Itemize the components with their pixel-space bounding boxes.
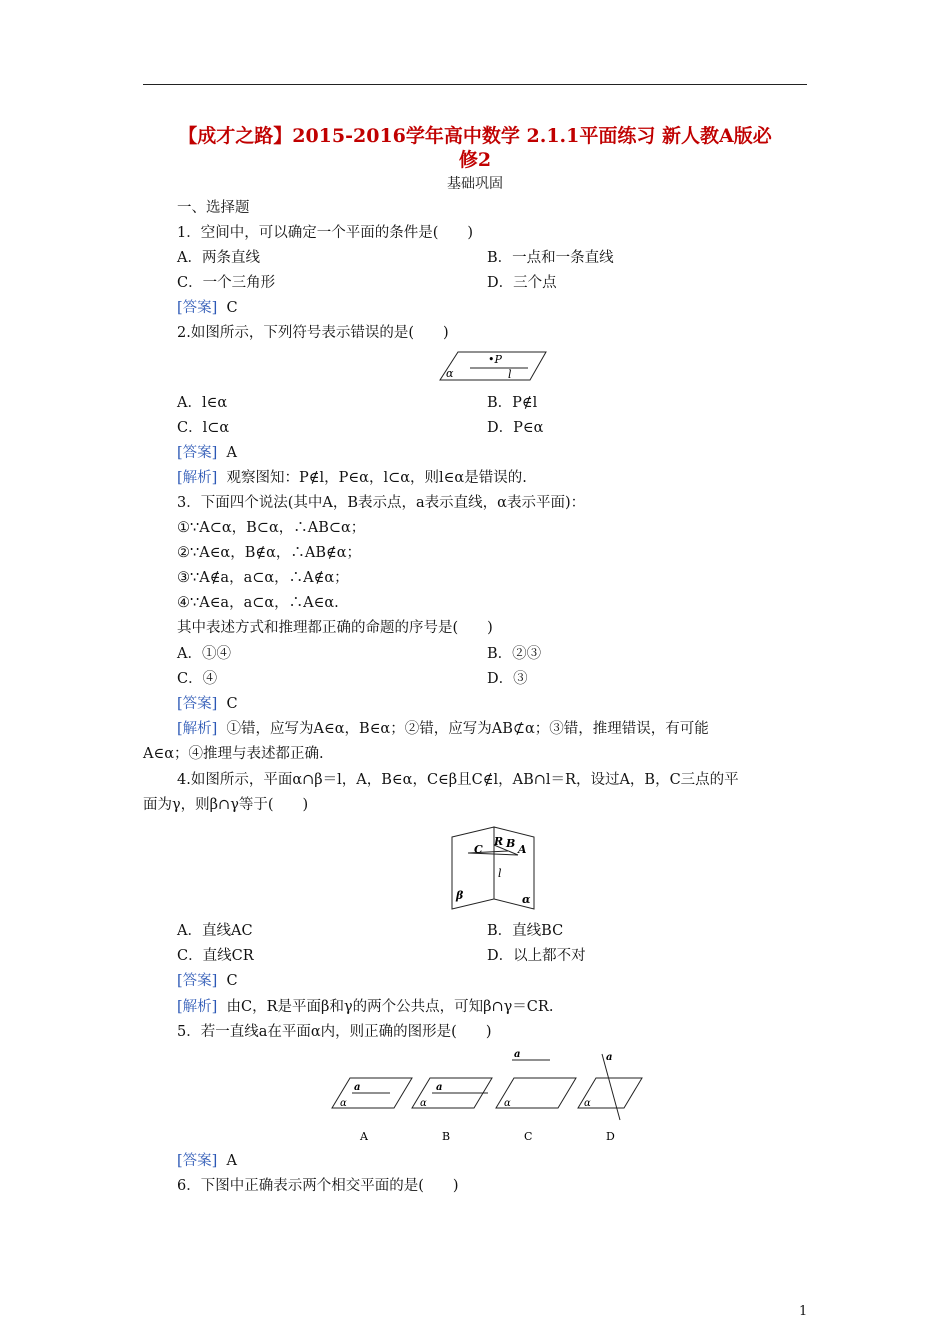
q2-stem: 2.如图所示，下列符号表示错误的是( ) — [177, 325, 449, 341]
answer-value: C — [226, 973, 238, 989]
q5-fig-a-label-4: a — [606, 1052, 613, 1063]
answer-tag: [答案] — [177, 696, 218, 712]
q3-option-a: A．①④ — [177, 646, 231, 662]
answer-tag: [答案] — [177, 1153, 218, 1169]
q4-fig-l: l — [498, 867, 502, 880]
q3-answer — [177, 694, 238, 714]
q2-answer — [177, 443, 237, 463]
q5-option-a-label: A — [360, 1130, 368, 1143]
q1-option-a: A．两条直线 — [177, 250, 260, 266]
answer-value: C — [226, 300, 238, 316]
subtitle: 基础巩固 — [447, 176, 503, 192]
analysis-text: 观察图知：P∉l，P∈α，l⊂α，则l∈α是错误的. — [226, 470, 527, 486]
q1-answer — [177, 298, 238, 318]
q3-statement-1: ①∵A⊂α，B⊂α，∴AB⊂α； — [177, 520, 366, 536]
q4-option-d: D．以上都不对 — [487, 948, 586, 964]
q3-ask: 其中表述方式和推理都正确的命题的序号是( ) — [177, 620, 493, 636]
q3-option-d: D．③ — [487, 671, 528, 687]
q1-option-b: B．一点和一条直线 — [487, 250, 614, 266]
q2-fig-line-l: l — [508, 368, 512, 381]
q4-option-b: B．直线BC — [487, 923, 564, 939]
q4-fig-beta: β — [456, 889, 464, 902]
q2-option-a: A．l∈α — [177, 395, 228, 411]
q4-stem-2: 面为γ，则β∩γ等于( ) — [143, 797, 309, 813]
q5-stem: 5．若一直线a在平面α内，则正确的图形是( ) — [177, 1024, 492, 1040]
analysis-tag: [解析] — [177, 470, 218, 486]
answer-tag: [答案] — [177, 973, 218, 989]
q3-option-b: B．②③ — [487, 646, 542, 662]
q2-analysis — [177, 468, 527, 488]
q5-option-c-label: C — [524, 1130, 533, 1143]
q5-fig-alpha-4: α — [584, 1098, 591, 1109]
q5-figure-options — [328, 1048, 648, 1148]
q5-fig-a-label-2: a — [436, 1082, 443, 1093]
q3-analysis-cont: A∈α；④推理与表述都正确. — [143, 746, 324, 762]
analysis-text: 由C，R是平面β和γ的两个公共点，可知β∩γ＝CR. — [226, 999, 554, 1015]
q5-option-b-label: B — [442, 1130, 451, 1143]
q5-fig-alpha-1: α — [340, 1098, 347, 1109]
header-rule — [143, 84, 807, 85]
q4-fig-c: C — [474, 843, 483, 856]
q2-fig-alpha: α — [446, 367, 454, 380]
q1-option-c: C．一个三角形 — [177, 275, 276, 291]
answer-tag: [答案] — [177, 300, 218, 316]
q2-fig-point-p: •P — [488, 353, 502, 366]
q4-figure-planes — [448, 823, 538, 913]
answer-tag: [答案] — [177, 445, 218, 461]
q5-fig-alpha-3: α — [504, 1098, 511, 1109]
q3-statement-3: ③∵A∉a，a⊂α，∴A∉α； — [177, 570, 349, 586]
q3-stem: 3．下面四个说法(其中A，B表示点，a表示直线，α表示平面)： — [177, 495, 586, 511]
q2-figure-plane — [430, 348, 550, 384]
section-heading: 一、选择题 — [177, 200, 250, 216]
q4-fig-alpha: α — [522, 893, 531, 906]
analysis-tag: [解析] — [177, 721, 218, 737]
analysis-tag: [解析] — [177, 999, 218, 1015]
q6-stem: 6．下图中正确表示两个相交平面的是( ) — [177, 1178, 459, 1194]
q2-option-c: C．l⊂α — [177, 420, 230, 436]
answer-value: A — [226, 445, 238, 461]
q4-option-a: A．直线AC — [177, 923, 253, 939]
q5-fig-alpha-2: α — [420, 1098, 427, 1109]
q4-stem-1: 4.如图所示，平面α∩β＝l，A，B∈α，C∈β且C∉l，AB∩l＝R，设过A，B，C三点的平 — [177, 772, 739, 788]
q4-fig-a: A — [518, 843, 527, 856]
q4-option-c: C．直线CR — [177, 948, 254, 964]
q5-answer — [177, 1151, 237, 1171]
document-title — [143, 124, 807, 172]
q4-fig-r: R — [494, 835, 504, 848]
analysis-text: ①错，应写为A∈α，B∈α；②错，应写为AB⊄α；③错，推理错误，有可能 — [226, 721, 709, 737]
q4-fig-b: B — [506, 837, 516, 850]
q5-option-d-label: D — [606, 1130, 615, 1143]
title-line-1: 【成才之路】2015-2016学年高中数学 2.1.1平面练习 新人教A版必 — [178, 125, 772, 147]
q2-option-b: B．P∉l — [487, 395, 538, 411]
q3-statement-2: ②∵A∈α，B∉α，∴AB∉α； — [177, 545, 362, 561]
q5-fig-a-label-1: a — [354, 1082, 361, 1093]
q4-analysis — [177, 997, 553, 1017]
q1-option-d: D．三个点 — [487, 275, 557, 291]
title-line-2: 修2 — [458, 149, 492, 171]
q3-option-c: C．④ — [177, 671, 218, 687]
answer-value: A — [226, 1153, 238, 1169]
answer-value: C — [226, 696, 238, 712]
q2-option-d: D．P∈α — [487, 420, 544, 436]
q3-analysis — [177, 719, 709, 739]
q3-statement-4: ④∵A∈a，a⊂α，∴A∈α. — [177, 595, 339, 611]
page-number: 1 — [799, 1304, 808, 1319]
q1-stem: 1．空间中，可以确定一个平面的条件是( ) — [177, 225, 474, 241]
q5-fig-a-label-3: a — [514, 1049, 521, 1060]
q4-answer — [177, 971, 238, 991]
